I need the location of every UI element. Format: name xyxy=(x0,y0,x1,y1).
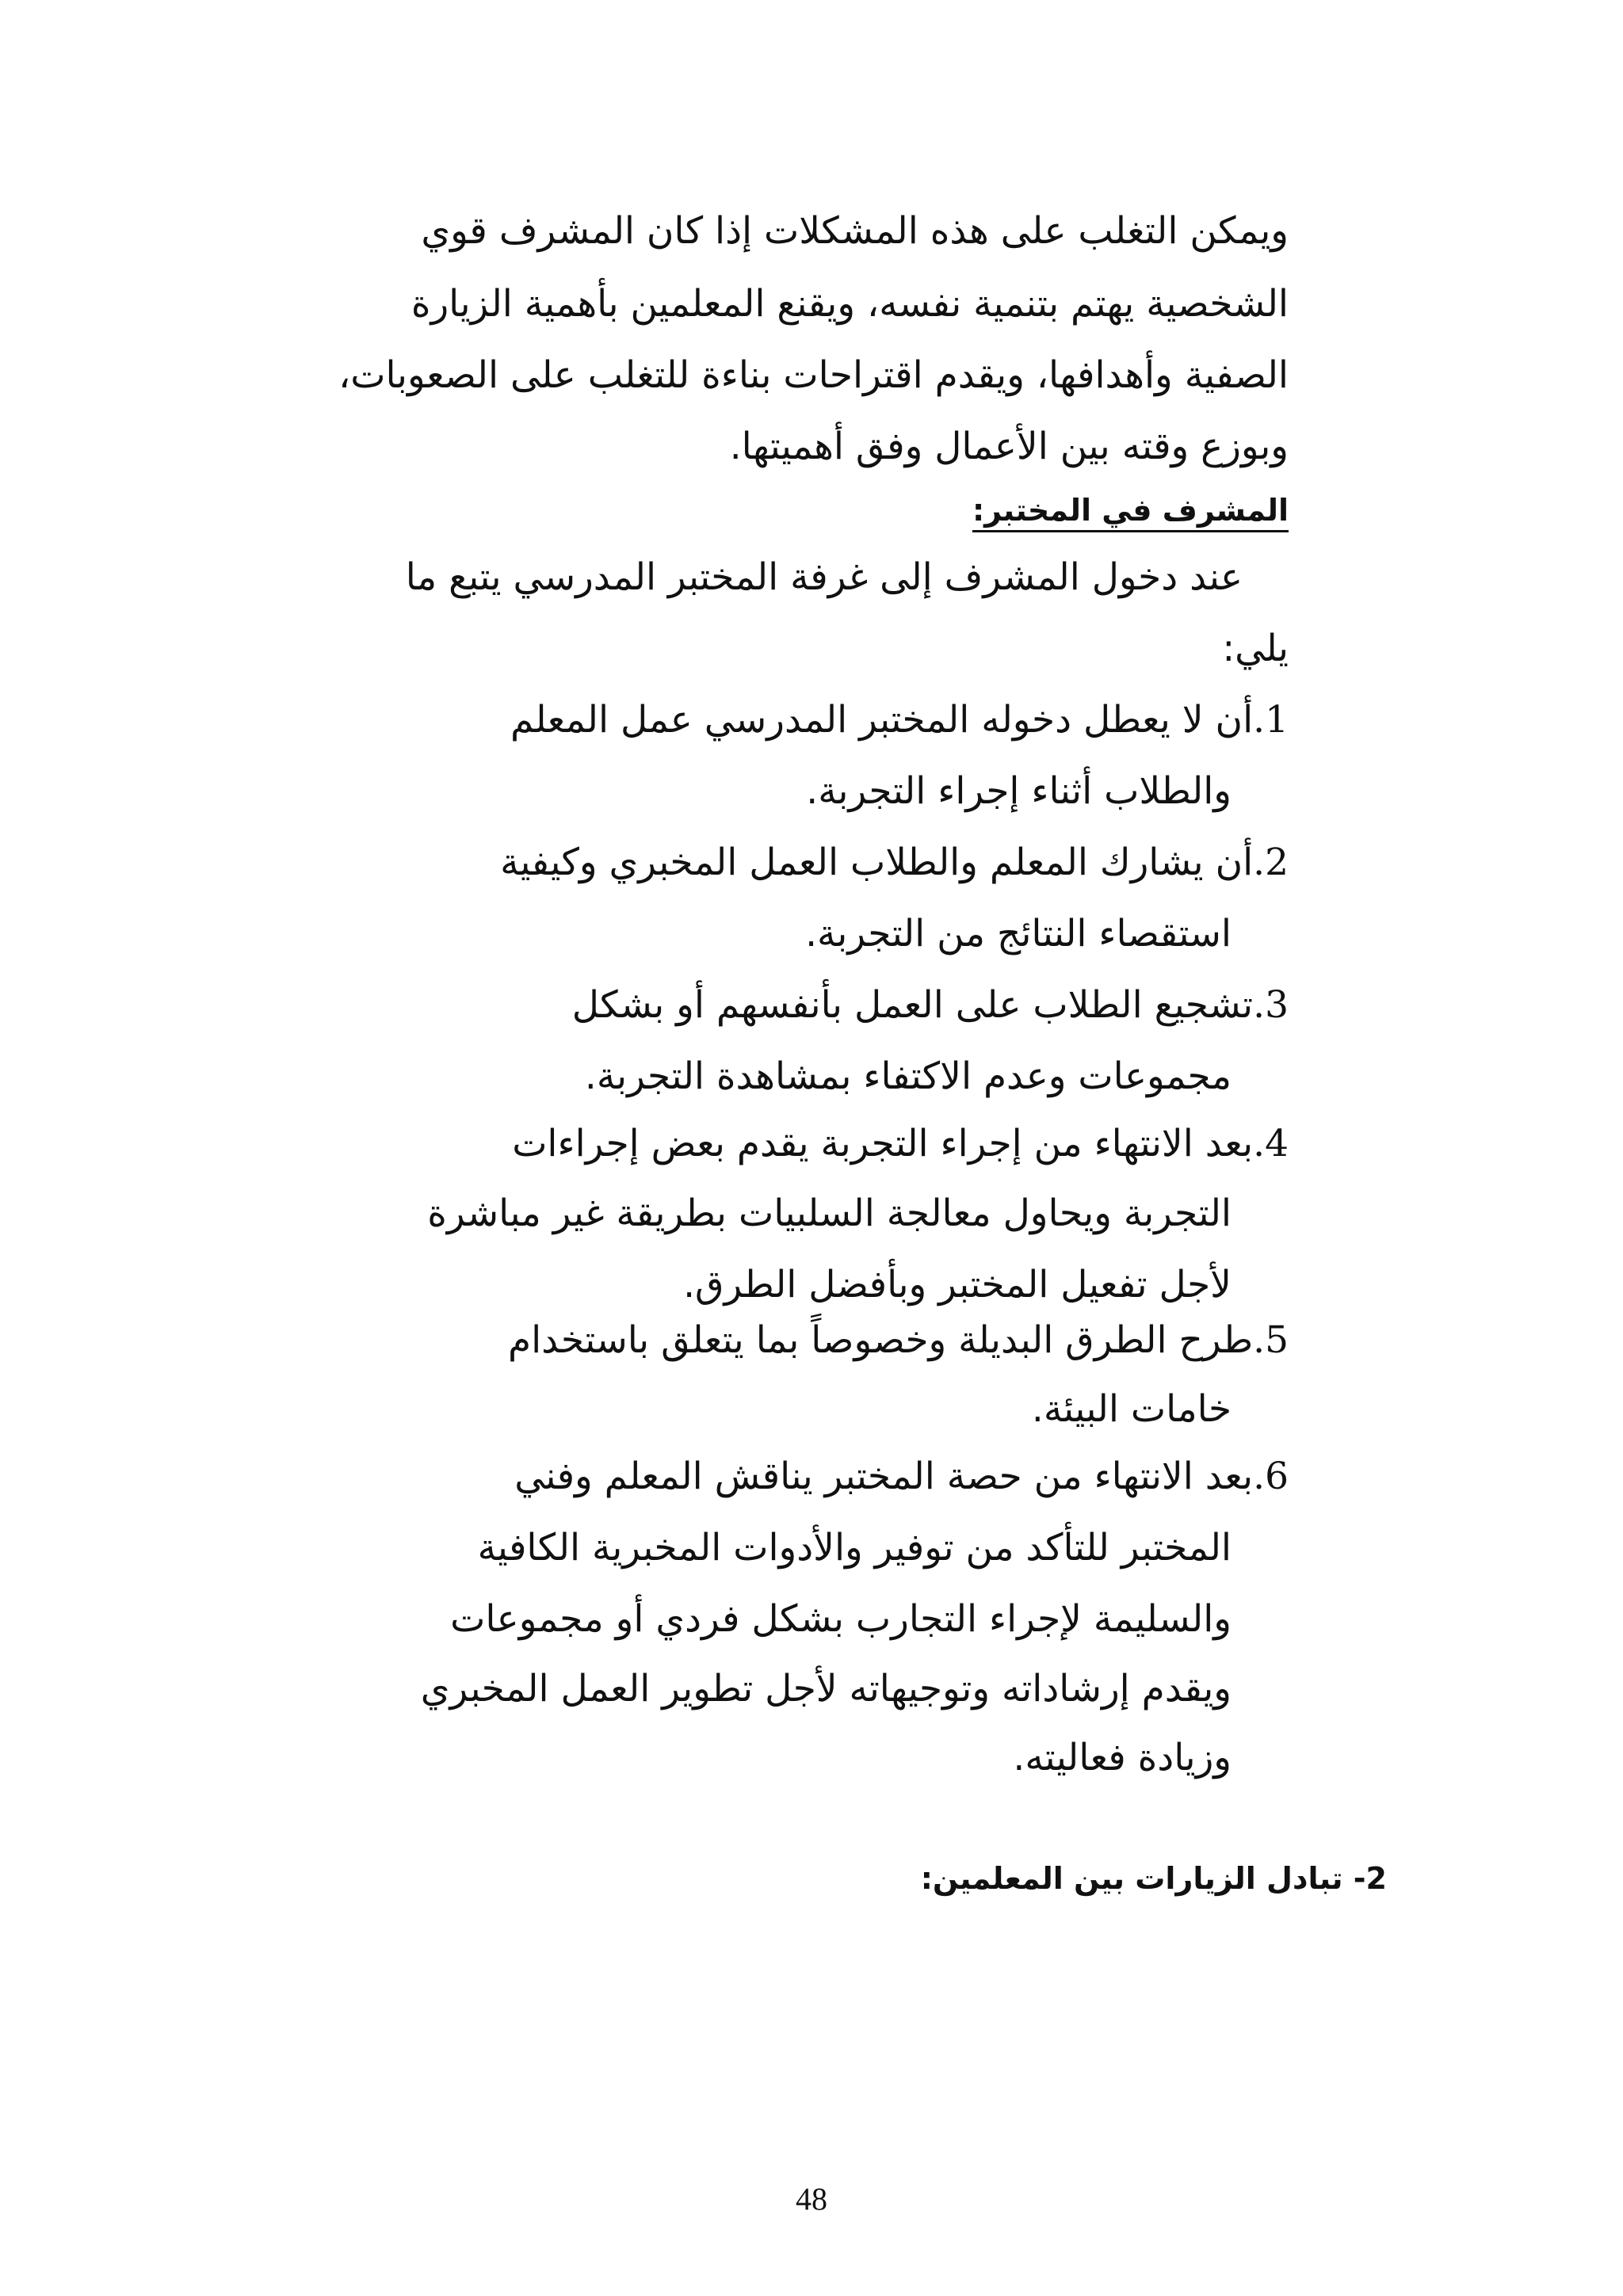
list-item-2 xyxy=(500,841,1289,884)
list-item-3 xyxy=(571,983,1289,1027)
list-number: 6. xyxy=(1253,1455,1289,1498)
list-item-text: أن يشارك المعلم والطلاب العمل المخبري وكيفية xyxy=(500,841,1254,884)
list-item-line: والطلاب أثناء إجراء التجربة. xyxy=(806,769,1232,813)
list-item-line: وزيادة فعاليته. xyxy=(1013,1736,1232,1779)
list-number: 5. xyxy=(1253,1318,1289,1362)
section-heading: 2- تبادل الزيارات بين المعلمين: xyxy=(920,1861,1387,1896)
list-item-line: استقصاء النتائج من التجربة. xyxy=(805,912,1232,955)
list-item-text: بعد الانتهاء من إجراء التجربة يقدم بعض إجراءات xyxy=(512,1122,1254,1165)
list-item-text: تشجيع الطلاب على العمل بأنفسهم أو بشكل xyxy=(571,983,1254,1027)
list-number: 2. xyxy=(1253,841,1289,884)
list-item-4 xyxy=(512,1122,1289,1165)
list-item-line: التجربة ويحاول معالجة السلبيات بطريقة غير مباشرة xyxy=(427,1192,1232,1235)
list-number: 4. xyxy=(1253,1122,1289,1165)
list-item-line: والسليمة لإجراء التجارب بشكل فردي أو مجموعات xyxy=(450,1597,1232,1641)
list-item-line: لأجل تفعيل المختبر وبأفضل الطرق. xyxy=(683,1263,1232,1306)
intro-line: يلي: xyxy=(1222,627,1289,670)
paragraph-line: الصفية وأهدافها، ويقدم اقتراحات بناءة للتغلب على الصعوبات، xyxy=(338,353,1289,397)
list-number: 1. xyxy=(1253,698,1289,742)
list-item-line: مجموعات وعدم الاكتفاء بمشاهدة التجربة. xyxy=(584,1055,1232,1098)
lab-heading: المشرف في المختبر: xyxy=(972,493,1289,528)
list-item-5 xyxy=(508,1318,1289,1362)
paragraph-line: ويمكن التغلب على هذه المشكلات إذا كان المشرف قوي xyxy=(421,209,1289,253)
list-number: 3. xyxy=(1253,983,1289,1027)
list-item-line: المختبر للتأكد من توفير والأدوات المخبرية الكافية xyxy=(477,1526,1232,1569)
list-item-line: خامات البيئة. xyxy=(1031,1387,1232,1431)
list-item-text: أن لا يعطل دخوله المختبر المدرسي عمل المعلم xyxy=(510,698,1254,742)
list-item-line: ويقدم إرشاداته وتوجيهاته لأجل تطوير العمل المخبري xyxy=(420,1667,1232,1711)
paragraph-line: الشخصية يهتم بتنمية نفسه، ويقنع المعلمين بأهمية الزيارة xyxy=(411,282,1289,326)
list-item-1 xyxy=(510,698,1289,742)
list-item-text: طرح الطرق البديلة وخصوصاً بما يتعلق باستخدام xyxy=(508,1318,1254,1362)
intro-line: عند دخول المشرف إلى غرفة المختبر المدرسي يتبع ما xyxy=(405,555,1243,599)
paragraph-line: وبوزع وقته بين الأعمال وفق أهميتها. xyxy=(729,425,1289,468)
page-number: 48 xyxy=(796,2181,827,2217)
list-item-6 xyxy=(514,1455,1289,1498)
list-item-text: بعد الانتهاء من حصة المختبر يناقش المعلم وفني xyxy=(514,1455,1254,1498)
